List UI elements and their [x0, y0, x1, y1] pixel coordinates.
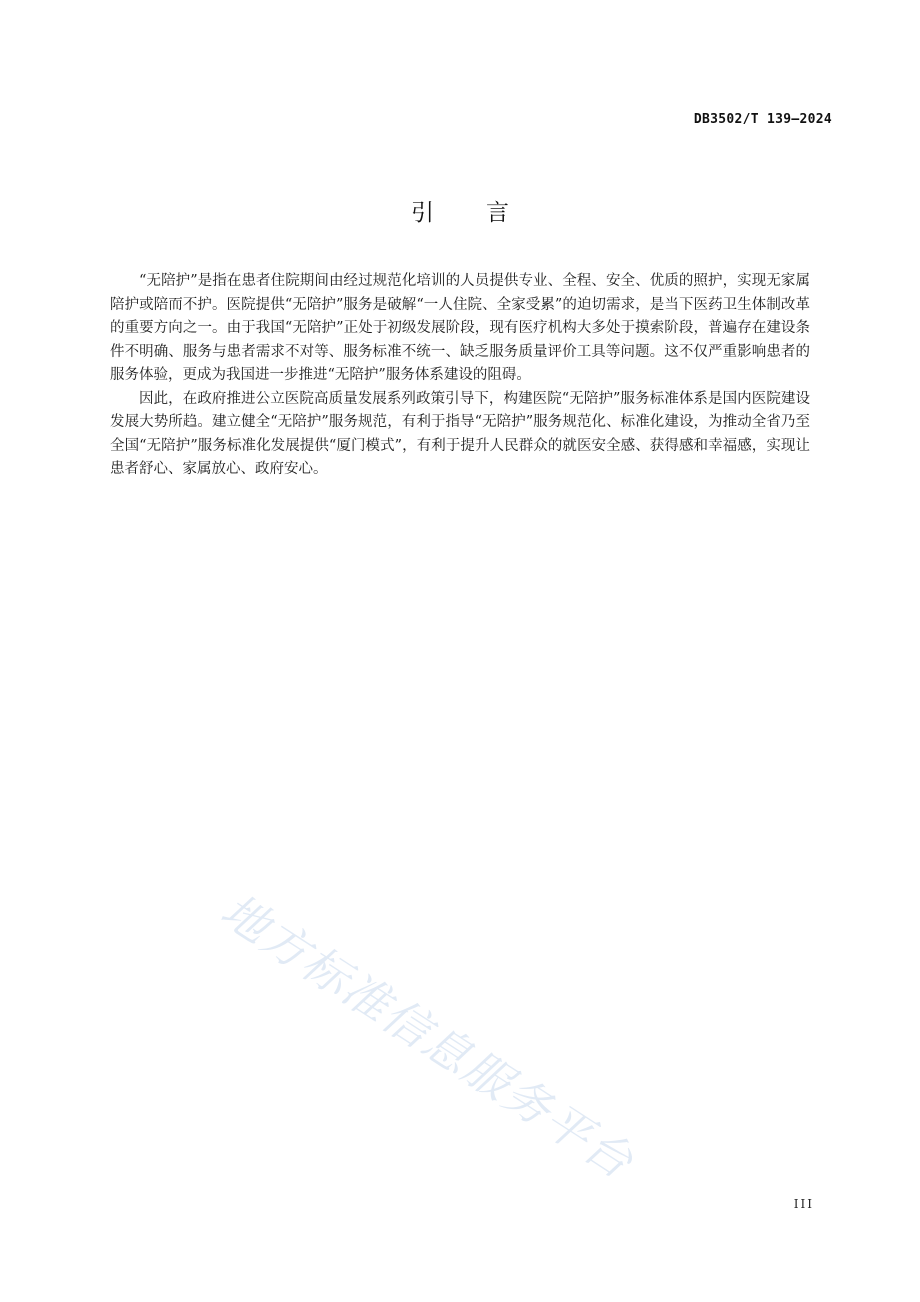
- section-title: 引言: [411, 200, 561, 226]
- watermark: 地方标准信息服务平台: [211, 882, 644, 1190]
- document-code: DB3502/T 139—2024: [693, 112, 832, 127]
- page-number: III: [793, 1197, 814, 1211]
- paragraph-1: “无陪护”是指在患者住院期间由经过规范化培训的人员提供专业、全程、安全、优质的照护，实现无家属陪护或陪而不护。医院提供“无陪护”服务是破解“一人住院、全家受累”的迫切需求，是当下医药卫生体制改革的重要方向之一。由于我国“无陪护”正处于初级发展阶段，现有医疗机构大多处于摸索阶段，普遍存在建设条件不明确、服务与患者需求不对等、服务标准不统一、缺乏服务质量评价工具等问题。这不仅严重影响患者的服务体验，更成为我国进一步推进“无陪护”服务体系建设的阻碍。: [110, 273, 810, 383]
- paragraph-2: 因此，在政府推进公立医院高质量发展系列政策引导下，构建医院“无陪护”服务标准体系是国内医院建设发展大势所趋。建立健全“无陪护”服务规范，有利于指导“无陪护”服务规范化、标准化建设，为推动全省乃至全国“无陪护”服务标准化发展提供“厦门模式”，有利于提升人民群众的就医安全感、获得感和幸福感，实现让患者舒心、家属放心、政府安心。: [110, 390, 810, 477]
- document-body: [110, 270, 810, 482]
